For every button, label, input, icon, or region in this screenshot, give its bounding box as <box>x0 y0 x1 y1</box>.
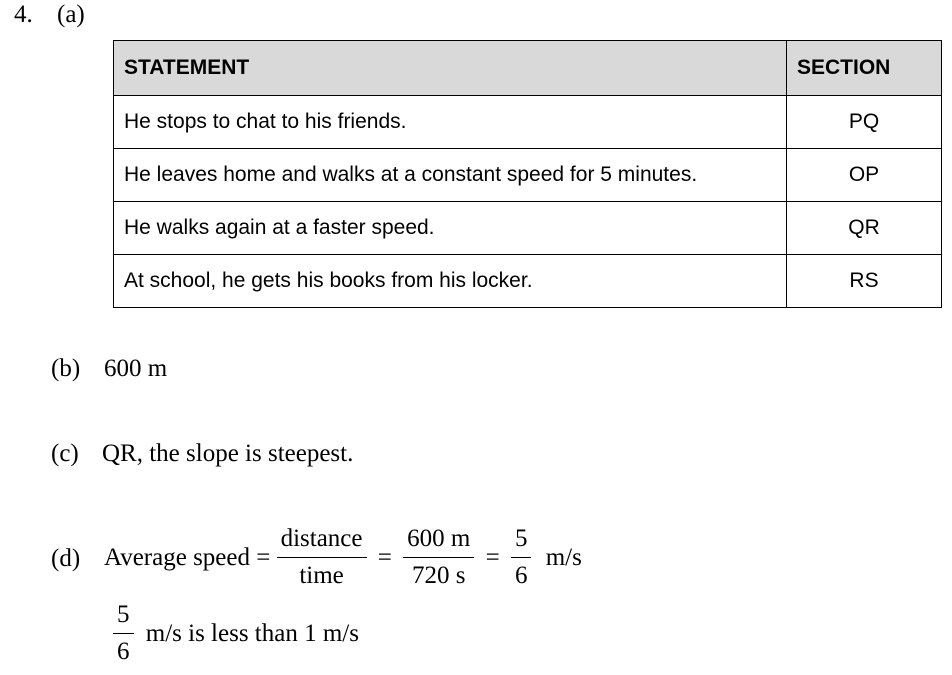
fraction-denominator: 6 <box>113 633 134 667</box>
fraction-denominator: time <box>277 557 367 591</box>
section-cell: PQ <box>787 96 942 149</box>
section-cell: QR <box>787 202 942 255</box>
table-header-row <box>114 41 942 96</box>
distance-over-time-fraction <box>277 524 367 591</box>
speed-unit: m/s <box>545 543 582 571</box>
section-cell: OP <box>787 149 942 202</box>
result-fraction <box>511 524 532 591</box>
part-c-answer: QR, the slope is steepest. <box>102 440 354 467</box>
statement-cell: He stops to chat to his friends. <box>114 96 787 149</box>
fraction-denominator: 720 s <box>403 557 474 591</box>
equals-sign: = <box>485 543 500 571</box>
part-d-label: (d) <box>51 545 81 572</box>
values-fraction <box>403 524 474 591</box>
table-row <box>114 255 942 308</box>
header-section: SECTION <box>787 41 942 96</box>
question-number: 4. <box>14 1 33 28</box>
comparison-statement <box>113 600 359 667</box>
average-speed-equation <box>104 524 582 591</box>
statement-cell: He leaves home and walks at a constant speed for 5 minutes. <box>114 149 787 202</box>
fraction-denominator: 6 <box>511 557 532 591</box>
part-c-label: (c) <box>51 440 79 467</box>
fraction-numerator: 5 <box>117 601 130 628</box>
section-cell: RS <box>787 255 942 308</box>
fraction-numerator: 600 m <box>407 525 471 552</box>
table-row <box>114 202 942 255</box>
equals-sign: = <box>377 543 392 571</box>
fraction-numerator: 5 <box>514 525 528 552</box>
part-a-label: (a) <box>57 1 85 28</box>
part-b-label: (b) <box>51 355 81 382</box>
fraction-numerator: distance <box>280 525 363 552</box>
table-row <box>114 149 942 202</box>
header-statement: STATEMENT <box>114 41 787 96</box>
statement-cell: He walks again at a faster speed. <box>114 202 787 255</box>
statement-section-table <box>113 40 942 308</box>
equation-lead: Average speed = <box>104 543 271 571</box>
part-b-answer: 600 m <box>104 355 168 382</box>
comparison-fraction <box>113 600 134 667</box>
statement-cell: At school, he gets his books from his locker. <box>114 255 787 308</box>
comparison-text: m/s is less than 1 m/s <box>145 619 359 647</box>
table-row <box>114 96 942 149</box>
